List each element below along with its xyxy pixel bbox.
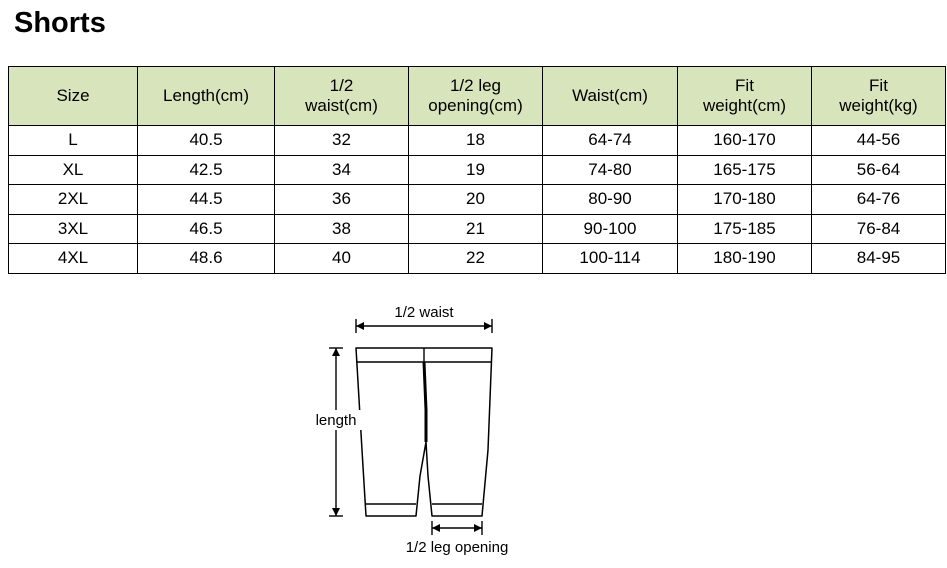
cell-fit-weight-cm: 160-170 — [678, 126, 812, 156]
column-header-fit-weight-cm-line2: weight(cm) — [702, 96, 787, 115]
column-header-size — [9, 67, 138, 126]
half-waist-arrow-left — [356, 322, 364, 330]
half-waist-arrow-right — [484, 322, 492, 330]
column-header-half-leg-opening-line1: 1/2 leg — [449, 76, 502, 96]
cell-size: XL — [9, 155, 138, 185]
cell-size: 3XL — [9, 214, 138, 244]
table-row — [9, 155, 946, 185]
cell-half-waist: 36 — [275, 185, 409, 215]
length-dimension — [329, 348, 343, 516]
cell-half-leg-opening: 19 — [409, 155, 543, 185]
cell-half-leg-opening: 20 — [409, 185, 543, 215]
page-title: Shorts — [14, 7, 106, 39]
column-header-half-leg-opening-line2: opening(cm) — [428, 96, 523, 115]
length-arrow-top — [332, 348, 340, 356]
shorts-measurement-diagram — [300, 300, 640, 560]
leg-opening-arrow-right — [474, 524, 482, 532]
column-header-half-leg-opening — [409, 67, 543, 126]
cell-half-leg-opening: 18 — [409, 126, 543, 156]
column-header-half-waist — [275, 67, 409, 126]
cell-waist: 74-80 — [543, 155, 678, 185]
cell-waist: 64-74 — [543, 126, 678, 156]
cell-fit-weight-cm: 175-185 — [678, 214, 812, 244]
cell-size: 2XL — [9, 185, 138, 215]
cell-half-waist: 34 — [275, 155, 409, 185]
table-row — [9, 244, 946, 274]
column-header-fit-weight-kg — [812, 67, 946, 126]
cell-length: 42.5 — [138, 155, 275, 185]
table-header — [9, 67, 946, 126]
half-waist-dimension — [356, 319, 492, 333]
column-header-size-line1: Size — [56, 86, 90, 106]
leg-opening-dimension — [432, 521, 482, 535]
cell-half-leg-opening: 21 — [409, 214, 543, 244]
column-header-fit-weight-kg-line1: Fit — [869, 76, 888, 96]
cell-fit-weight-kg: 64-76 — [812, 185, 946, 215]
cell-size: L — [9, 126, 138, 156]
length-label: length — [315, 412, 357, 429]
table-body — [9, 126, 946, 274]
table-row — [9, 185, 946, 215]
table-header-row — [9, 67, 946, 126]
cell-half-waist: 40 — [275, 244, 409, 274]
column-header-length — [138, 67, 275, 126]
cell-fit-weight-kg: 84-95 — [812, 244, 946, 274]
column-header-waist — [543, 67, 678, 126]
column-header-fit-weight-cm-line1: Fit — [735, 76, 754, 96]
cell-fit-weight-cm: 170-180 — [678, 185, 812, 215]
column-header-half-waist-line2: waist(cm) — [305, 96, 378, 115]
cell-fit-weight-cm: 180-190 — [678, 244, 812, 274]
cell-fit-weight-kg: 76-84 — [812, 214, 946, 244]
cell-waist: 80-90 — [543, 185, 678, 215]
column-header-length-line1: Length(cm) — [163, 86, 249, 106]
column-header-fit-weight-cm — [678, 67, 812, 126]
table-row — [9, 126, 946, 156]
leg-opening-arrow-left — [432, 524, 440, 532]
half-waist-label: 1/2 waist — [394, 304, 454, 321]
cell-fit-weight-kg: 56-64 — [812, 155, 946, 185]
cell-half-waist: 38 — [275, 214, 409, 244]
length-arrow-bottom — [332, 508, 340, 516]
cell-half-leg-opening: 22 — [409, 244, 543, 274]
cell-length: 46.5 — [138, 214, 275, 244]
column-header-half-waist-line1: 1/2 — [329, 76, 354, 96]
leg-opening-label: 1/2 leg opening — [405, 539, 509, 556]
table-row — [9, 214, 946, 244]
cell-length: 44.5 — [138, 185, 275, 215]
cell-fit-weight-cm: 165-175 — [678, 155, 812, 185]
cell-length: 40.5 — [138, 126, 275, 156]
cell-waist: 100-114 — [543, 244, 678, 274]
size-chart-table — [8, 66, 946, 274]
cell-size: 4XL — [9, 244, 138, 274]
cell-waist: 90-100 — [543, 214, 678, 244]
cell-length: 48.6 — [138, 244, 275, 274]
cell-half-waist: 32 — [275, 126, 409, 156]
column-header-waist-line1: Waist(cm) — [572, 86, 648, 106]
column-header-fit-weight-kg-line2: weight(kg) — [839, 96, 918, 115]
cell-fit-weight-kg: 44-56 — [812, 126, 946, 156]
